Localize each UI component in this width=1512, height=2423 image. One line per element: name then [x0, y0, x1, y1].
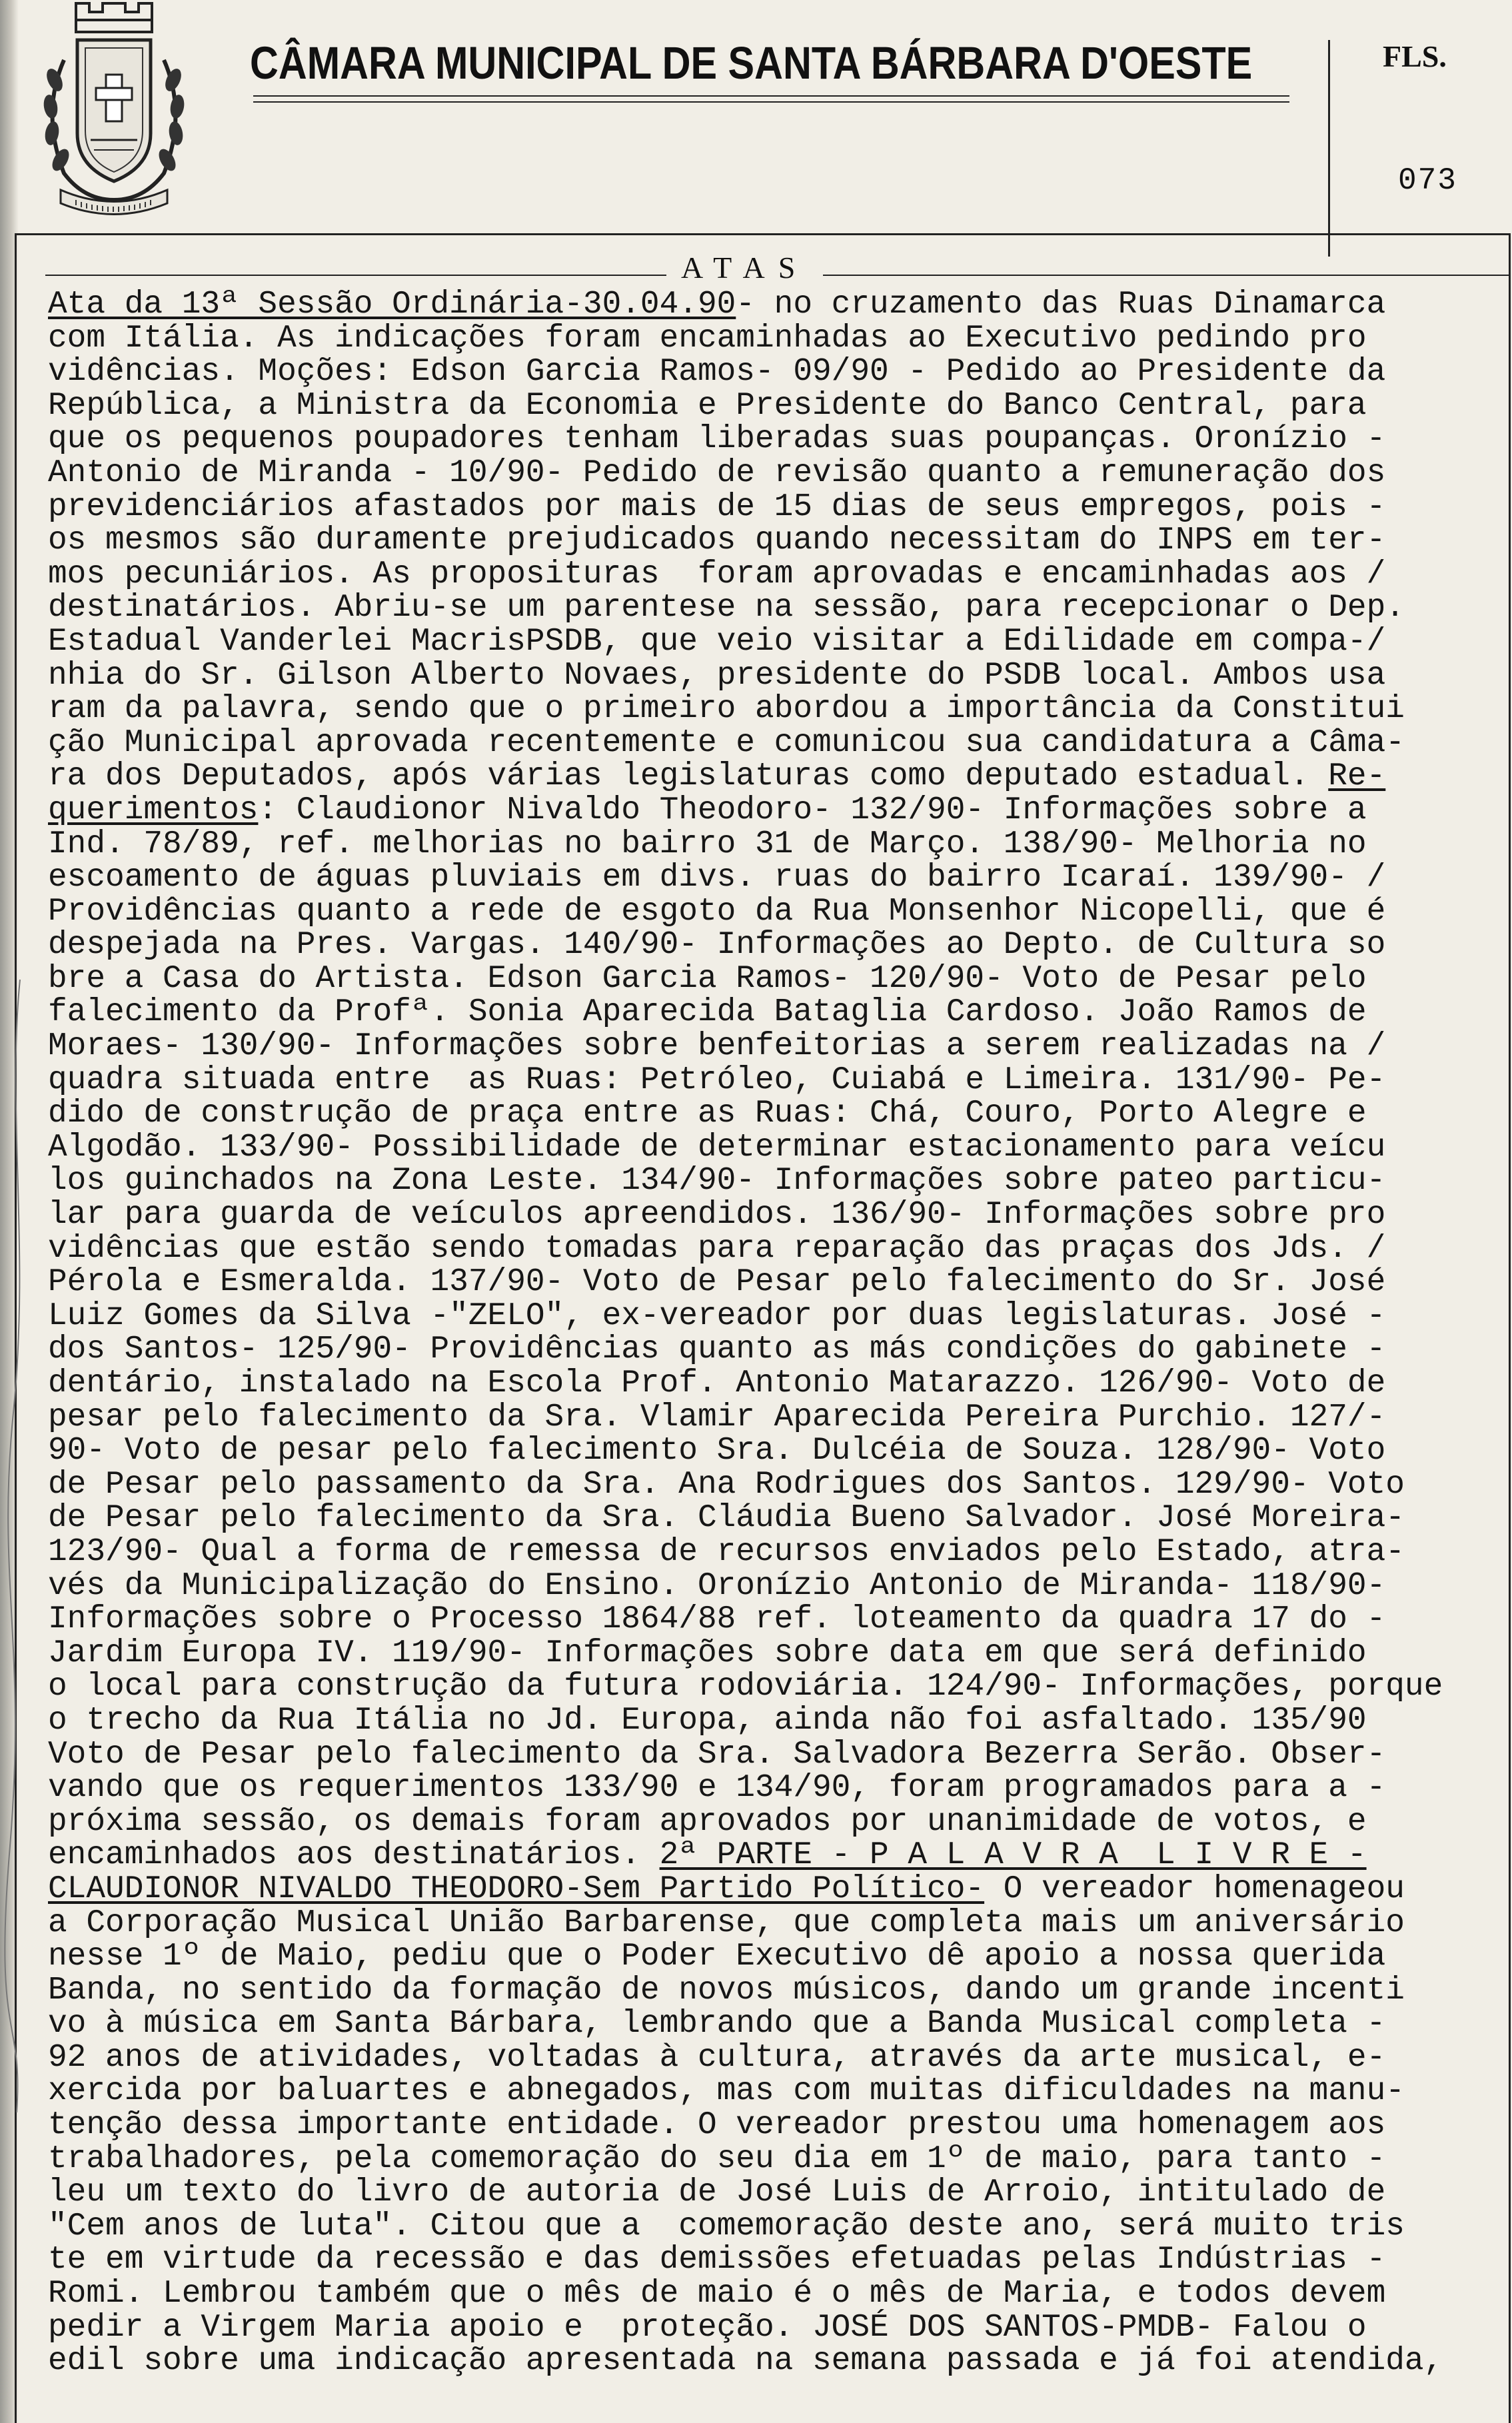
line-text: nesse 1º de Maio, pediu que o Poder Executivo dê apoio a nossa querida: [48, 1939, 1386, 1975]
line-text: 123/90- Qual a forma de remessa de recursos enviados pelo Estado, atra-: [48, 1533, 1405, 1570]
minutes-line: [48, 1030, 1507, 1064]
line-text: xercida por baluartes e abnegados, mas com muitas dificuldades na manu-: [48, 2073, 1405, 2110]
line-text: Romi. Lembrou também que o mês de maio é o mês de Maria, e todos devem: [48, 2276, 1386, 2312]
line-text: Providências quanto a rede de esgoto da Rua Monsenhor Nicopelli, que é: [48, 893, 1386, 930]
line-text: vidências. Moções: Edson Garcia Ramos- 09/90 - Pedido ao Presidente da: [48, 354, 1386, 391]
minutes-line: [48, 962, 1507, 996]
line-text: pesar pelo falecimento da Sra. Vlamir Aparecida Pereira Purchio. 127/-: [48, 1399, 1386, 1435]
minutes-line: [48, 456, 1507, 490]
minutes-line: [48, 1131, 1507, 1165]
minutes-line: [48, 1164, 1507, 1198]
minutes-line: [48, 389, 1507, 423]
minutes-line: [48, 996, 1507, 1030]
minutes-line: [48, 1097, 1507, 1131]
line-text: los guinchados na Zona Leste. 134/90- Informações sobre pateo particu-: [48, 1163, 1386, 1200]
line-text: ram da palavra, sendo que o primeiro abordou a importância da Constitui: [48, 691, 1405, 728]
line-text: destinatários. Abriu-se um parentese na sessão, para recepcionar o Dep.: [48, 590, 1405, 626]
minutes-line: [48, 1771, 1507, 1805]
line-text: ção Municipal aprovada recentemente e comunicou sua candidatura a Câma-: [48, 724, 1405, 761]
minutes-line: [48, 1401, 1507, 1435]
minutes-line: [48, 1805, 1507, 1839]
minutes-line: [48, 1839, 1507, 1873]
minutes-line: [48, 524, 1507, 558]
line-text: Informações sobre o Processo 1864/88 ref. loteamento da quadra 17 do -: [48, 1601, 1386, 1638]
line-text: - no cruzamento das Ruas Dinamarca: [736, 287, 1386, 323]
line-text: escoamento de águas pluviais em divs. ruas do bairro Icaraí. 139/90- /: [48, 860, 1386, 896]
minutes-line: [48, 1434, 1507, 1468]
line-text: os mesmos são duramente prejudicados quando necessitam do INPS em ter-: [48, 522, 1386, 559]
line-text: encaminhados aos destinatários.: [48, 1837, 660, 1874]
minutes-line: [48, 1637, 1507, 1671]
minutes-line: [48, 2176, 1507, 2210]
line-text: te em virtude da recessão e das demissões efetuadas pelas Indústrias -: [48, 2242, 1386, 2278]
minutes-line: [48, 1907, 1507, 1941]
line-text: Pérola e Esmeralda. 137/90- Voto de Pesar pelo falecimento do Sr. José: [48, 1264, 1386, 1301]
line-text: Jardim Europa IV. 119/90- Informações sobre data em que será definido: [48, 1635, 1367, 1671]
line-text: com Itália. As indicações foram encaminhadas ao Executivo pedindo pro: [48, 320, 1367, 357]
line-text: 90- Voto de pesar pelo falecimento Sra. Dulcéia de Souza. 128/90- Voto: [48, 1433, 1386, 1469]
minutes-line: [48, 1535, 1507, 1569]
minutes-line: [48, 2041, 1507, 2075]
minutes-line: [48, 2344, 1507, 2378]
minutes-line: [48, 760, 1507, 794]
line-text: previdenciários afastados por mais de 15 dias de seus empregos, pois -: [48, 488, 1386, 525]
line-text: leu um texto do livro de autoria de José Luis de Arroio, intitulado de: [48, 2174, 1386, 2211]
municipal-coat-of-arms-icon: [24, 0, 204, 220]
line-text: ra dos Deputados, após várias legislaturas como deputado estadual.: [48, 758, 1329, 795]
line-text: pedir a Virgem Maria apoio e proteção. JOSÉ DOS SANTOS-PMDB- Falou o: [48, 2309, 1367, 2346]
underlined-heading: 2ª PARTE - P A L A V R A L I V R E -: [659, 1837, 1367, 1874]
minutes-line: [48, 1738, 1507, 1772]
line-text: dido de construção de praça entre as Ruas: Chá, Couro, Porto Alegre e: [48, 1096, 1367, 1132]
minutes-line: [48, 355, 1507, 389]
folio-label: FLS.: [1383, 39, 1447, 73]
title-rule-lower: [253, 101, 1289, 103]
line-text: a Corporação Musical União Barbarense, que completa mais um aniversário: [48, 1905, 1405, 1941]
line-text: vés da Municipalização do Ensino. Oronízio Antonio de Miranda- 118/90-: [48, 1567, 1386, 1604]
minutes-body: [48, 288, 1512, 2378]
minutes-line: [48, 1468, 1507, 1502]
line-text: o local para construção da futura rodoviária. 124/90- Informações, porque: [48, 1669, 1443, 1705]
minutes-line: [48, 625, 1507, 659]
line-text: O vereador homenageou: [984, 1871, 1405, 1907]
minutes-line: [48, 861, 1507, 895]
line-text: "Cem anos de luta". Citou que a comemoração deste ano, será muito tris: [48, 2208, 1405, 2244]
line-text: despejada na Pres. Vargas. 140/90- Informações ao Depto. de Cultura so: [48, 927, 1386, 964]
minutes-line: [48, 2210, 1507, 2244]
minutes-line: [48, 2007, 1507, 2041]
minutes-line: [48, 1232, 1507, 1266]
underlined-heading: Ata da 13ª Sessão Ordinária-30.04.90: [48, 287, 736, 323]
line-text: Ind. 78/89, ref. melhorias no bairro 31 de Março. 138/90- Melhoria no: [48, 826, 1367, 862]
line-text: falecimento da Profª. Sonia Aparecida Bataglia Cardoso. João Ramos de: [48, 994, 1367, 1031]
line-text: Voto de Pesar pelo falecimento da Sra. Salvadora Bezerra Serão. Obser-: [48, 1736, 1386, 1773]
minutes-line: [48, 1198, 1507, 1232]
line-text: Luiz Gomes da Silva -"ZELO", ex-vereador por duas legislaturas. José -: [48, 1297, 1386, 1334]
line-text: : Claudionor Nivaldo Theodoro- 132/90- Informações sobre a: [258, 792, 1367, 828]
line-text: quadra situada entre as Ruas: Petróleo, Cuiabá e Limeira. 131/90- Pe-: [48, 1062, 1386, 1098]
line-text: vidências que estão sendo tomadas para reparação das praças dos Jds. /: [48, 1230, 1386, 1267]
minutes-line: [48, 591, 1507, 625]
minutes-line: [48, 828, 1507, 862]
line-text: nhia do Sr. Gilson Alberto Novaes, presidente do PSDB local. Ambos usa: [48, 657, 1386, 694]
line-text: trabalhadores, pela comemoração do seu dia em 1º de maio, para tanto -: [48, 2140, 1386, 2177]
minutes-line: [48, 1603, 1507, 1637]
minutes-line: [48, 1367, 1507, 1401]
line-text: Banda, no sentido da formação de novos músicos, dando um grande incenti: [48, 1972, 1405, 2009]
line-text: vo à música em Santa Bárbara, lembrando que a Banda Musical completa -: [48, 2006, 1386, 2042]
line-text: lar para guarda de veículos apreendidos. 136/90- Informações sobre pro: [48, 1197, 1386, 1233]
minutes-line: [48, 2243, 1507, 2277]
line-text: Antonio de Miranda - 10/90- Pedido de revisão quanto a remuneração dos: [48, 454, 1386, 491]
minutes-line: [48, 692, 1507, 726]
minutes-line: [48, 1569, 1507, 1603]
line-text: 92 anos de atividades, voltadas à cultura, através da arte musical, e-: [48, 2039, 1386, 2076]
line-text: Algodão. 133/90- Possibilidade de determinar estacionamento para veícu: [48, 1129, 1386, 1166]
line-text: tenção dessa importante entidade. O vereador prestou uma homenagem aos: [48, 2107, 1386, 2144]
minutes-line: [48, 794, 1507, 828]
minutes-line: [48, 895, 1507, 929]
minutes-line: [48, 1670, 1507, 1704]
minutes-line: [48, 1299, 1507, 1333]
header-divider: [1328, 40, 1330, 257]
line-text: que os pequenos poupadores tenham liberadas suas poupanças. Oronízio -: [48, 421, 1386, 458]
minutes-line: [48, 2108, 1507, 2142]
line-text: de Pesar pelo falecimento da Sra. Cláudia Bueno Salvador. José Moreira-: [48, 1500, 1405, 1537]
minutes-line: [48, 2074, 1507, 2108]
title-rule-upper: [253, 95, 1289, 97]
line-text: de Pesar pelo passamento da Sra. Ana Rodrigues dos Santos. 129/90- Voto: [48, 1466, 1405, 1503]
minutes-line: [48, 288, 1507, 322]
minutes-line: [48, 1333, 1507, 1367]
line-text: República, a Ministra da Economia e Presidente do Banco Central, para: [48, 387, 1367, 424]
line-text: o trecho da Rua Itália no Jd. Europa, ainda não foi asfaltado. 135/90: [48, 1702, 1367, 1739]
minutes-line: [48, 2277, 1507, 2311]
minutes-line: [48, 558, 1507, 592]
minutes-line: [48, 2142, 1507, 2176]
line-text: Moraes- 130/90- Informações sobre benfeitorias a serem realizadas na /: [48, 1028, 1386, 1065]
line-text: edil sobre uma indicação apresentada na semana passada e já foi atendida,: [48, 2343, 1443, 2380]
minutes-line: [48, 1064, 1507, 1098]
minutes-line: [48, 322, 1507, 356]
institution-title: CÂMARA MUNICIPAL DE SANTA BÁRBARA D'OESTE: [250, 37, 1253, 89]
minutes-line: [48, 1501, 1507, 1535]
minutes-line: [48, 2311, 1507, 2345]
line-text: dentário, instalado na Escola Prof. Antonio Matarazzo. 126/90- Voto de: [48, 1365, 1386, 1401]
minutes-line: [48, 1704, 1507, 1738]
minutes-line: [48, 1940, 1507, 1974]
minutes-line: [48, 490, 1507, 524]
underlined-heading: querimentos: [48, 792, 259, 828]
minutes-line: [48, 1873, 1507, 1907]
minutes-line: [48, 659, 1507, 693]
underlined-heading: CLAUDIONOR NIVALDO THEODORO-Sem Partido Político-: [48, 1871, 985, 1907]
line-text: vando que os requerimentos 133/90 e 134/90, foram programados para a -: [48, 1770, 1386, 1807]
line-text: próxima sessão, os demais foram aprovados por unanimidade de votos, e: [48, 1803, 1367, 1840]
page-number: 073: [1398, 163, 1457, 198]
margin-pen-mark: [0, 980, 40, 2112]
minutes-line: [48, 726, 1507, 760]
line-text: dos Santos- 125/90- Providências quanto as más condições do gabinete -: [48, 1331, 1386, 1368]
line-text: bre a Casa do Artista. Edson Garcia Ramos- 120/90- Voto de Pesar pelo: [48, 960, 1367, 997]
minutes-line: [48, 928, 1507, 962]
line-text: mos pecuniários. As proposituras foram aprovadas e encaminhadas aos /: [48, 556, 1386, 592]
minutes-line: [48, 1974, 1507, 2008]
section-title: ATAS: [666, 247, 823, 289]
minutes-line: [48, 422, 1507, 456]
underlined-heading: Re-: [1328, 758, 1386, 795]
line-text: Estadual Vanderlei MacrisPSDB, que veio visitar a Edilidade em compa-/: [48, 623, 1386, 660]
minutes-line: [48, 1265, 1507, 1299]
